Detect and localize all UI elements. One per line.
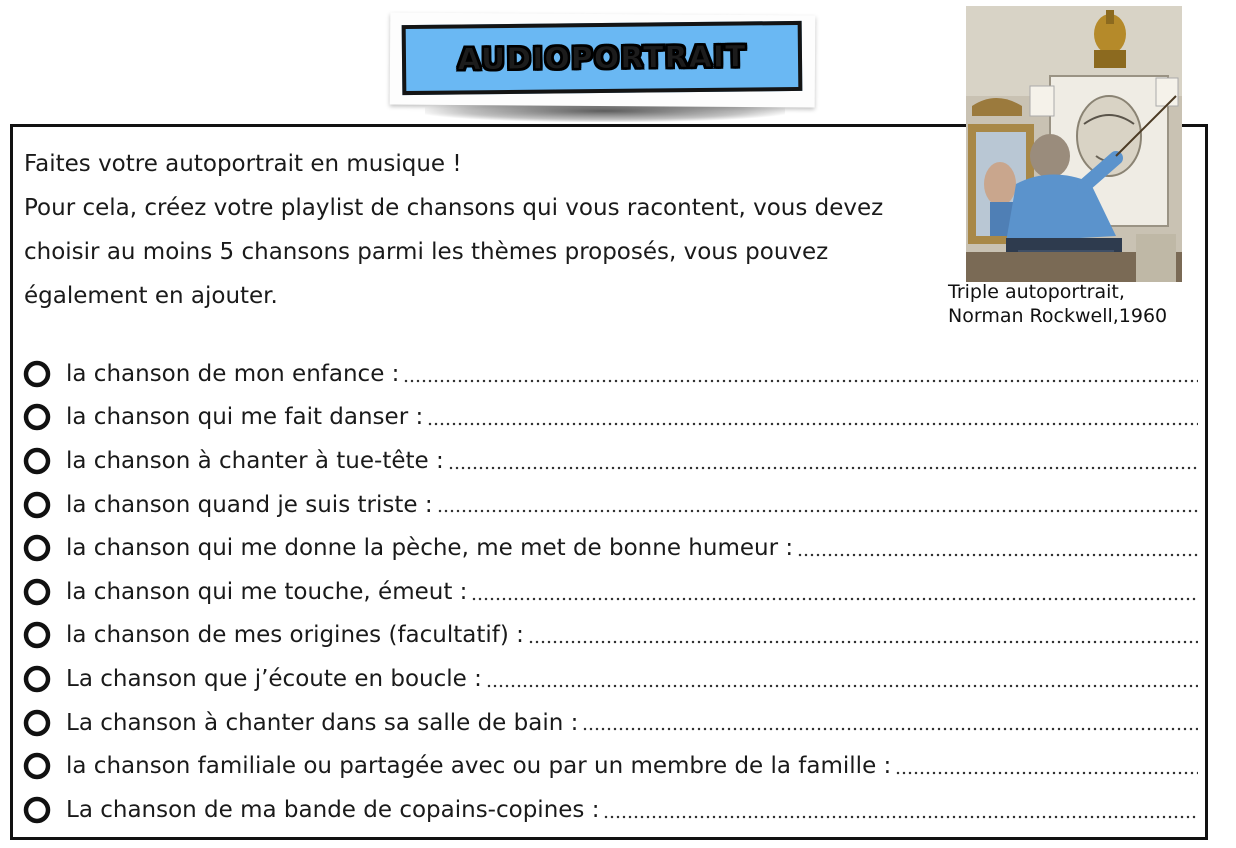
item-label: La chanson de ma bande de copains-copines : [66,796,600,823]
item-label: la chanson familiale ou partagée avec ou par un membre de la famille : [66,753,892,780]
answer-dotted-line[interactable] [528,640,1198,644]
list-item [22,744,1198,788]
item-label: la chanson qui me donne la pèche, me met de bonne humeur : [66,535,794,562]
item-label: la chanson à chanter à tue-tête : [66,447,444,474]
circle-bullet-icon [22,402,52,432]
painting-svg [966,6,1182,282]
painting-caption [948,280,1218,328]
list-item [22,352,1198,396]
list-item [22,570,1198,614]
answer-dotted-line[interactable] [471,597,1198,601]
item-label: La chanson à chanter dans sa salle de bain : [66,709,579,736]
caption-line-2: Norman Rockwell,1960 [948,305,1168,327]
list-item [22,396,1198,440]
item-label: la chanson de mon enfance : [66,360,400,387]
circle-bullet-icon [22,664,52,694]
banner-box [402,21,803,95]
circle-bullet-icon [22,490,52,520]
answer-dotted-line[interactable] [427,422,1198,426]
list-item [22,657,1198,701]
circle-bullet-icon [22,620,52,650]
circle-bullet-icon [22,446,52,476]
list-item [22,526,1198,570]
intro-text [24,142,934,318]
answer-dotted-line[interactable] [486,684,1198,688]
intro-line-2: Pour cela, créez votre playlist de chansons qui vous racontent, vous devez choisir au moins 5 chansons parmi les thèmes proposés, vous pouvez également en ajouter. [24,195,884,309]
list-item [22,788,1198,832]
item-label: la chanson quand je suis triste : [66,491,433,518]
item-label: La chanson que j’écoute en boucle : [66,665,482,692]
circle-bullet-icon [22,751,52,781]
list-item [22,439,1198,483]
list-item [22,701,1198,745]
answer-dotted-line[interactable] [448,466,1198,470]
list-item [22,483,1198,527]
rockwell-triple-self-portrait-image [966,6,1182,282]
circle-bullet-icon [22,795,52,825]
item-label: la chanson de mes origines (facultatif) : [66,622,524,649]
answer-dotted-line[interactable] [797,553,1198,557]
intro-line-1: Faites votre autoportrait en musique ! [24,151,462,177]
answer-dotted-line[interactable] [437,509,1198,513]
caption-line-1: Triple autoportrait, [948,281,1125,303]
item-label: la chanson qui me touche, émeut : [66,578,468,605]
answer-dotted-line[interactable] [603,815,1198,819]
circle-bullet-icon [22,533,52,563]
answer-dotted-line[interactable] [895,771,1198,775]
song-theme-list [22,352,1198,832]
circle-bullet-icon [22,359,52,389]
circle-bullet-icon [22,577,52,607]
list-item [22,614,1198,658]
answer-dotted-line[interactable] [403,379,1198,383]
page-title: AUDIOPORTRAIT [457,38,747,78]
item-label: la chanson qui me fait danser : [66,404,424,431]
answer-dotted-line[interactable] [582,727,1198,731]
circle-bullet-icon [22,708,52,738]
title-banner [390,14,815,124]
